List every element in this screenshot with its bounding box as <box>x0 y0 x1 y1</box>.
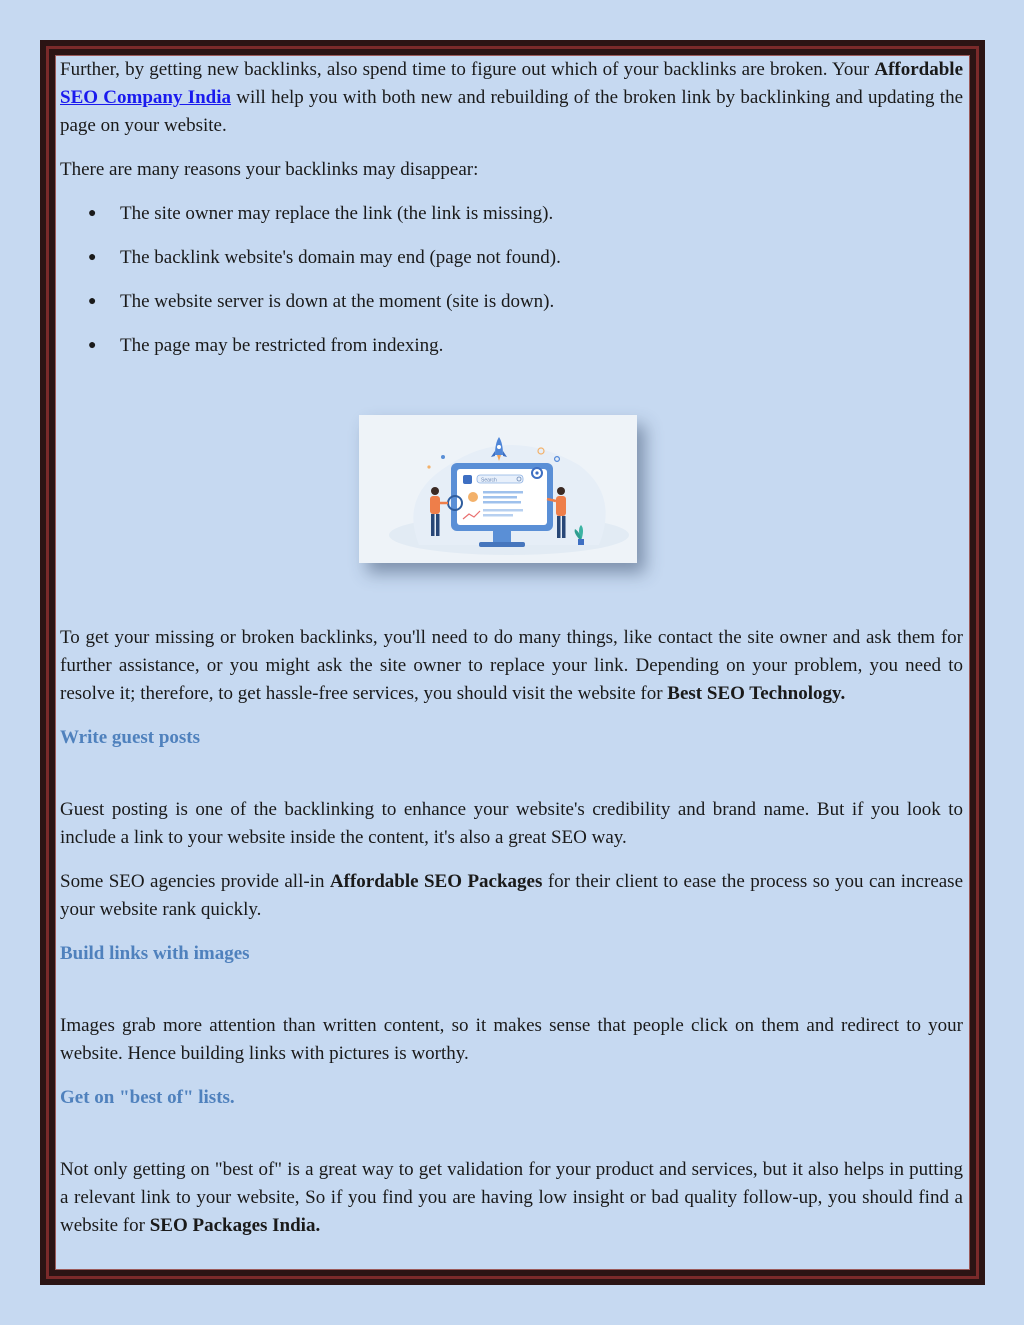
bullet-icon: ● <box>88 294 97 309</box>
heading-best-of-lists: Get on "best of" lists. <box>60 1087 235 1108</box>
seo-packages-india-bold: SEO Packages India. <box>149 1215 321 1236</box>
seo-illustration-svg <box>359 415 637 563</box>
best-of-paragraph <box>60 1156 963 1240</box>
document-body <box>60 56 963 1240</box>
seo-illustration <box>359 415 637 563</box>
heading-write-guest-posts: Write guest posts <box>60 727 201 748</box>
intro-bold-affordable: Affordable <box>874 59 964 80</box>
reasons-list <box>60 200 963 376</box>
heading-build-links-images: Build links with images <box>60 943 250 964</box>
missing-links-text: To get your missing or broken backlinks, you'll need to do many things, like contact the site owner and ask them for further assistance, or you might ask the site owner to replace your link. Depending on your problem, you need to resolve it; therefore, to get hassle-free services, you should visit the website for <box>60 627 963 704</box>
seo-agencies-paragraph <box>60 868 963 924</box>
intro-paragraph <box>60 56 963 140</box>
bullet-icon: ● <box>88 206 97 221</box>
reason-text: The page may be restricted from indexing. <box>120 335 444 356</box>
intro-text: Further, by getting new backlinks, also spend time to figure out which of your backlinks are broken. Your <box>60 59 870 80</box>
seo-agencies-text: Some SEO agencies provide all-in <box>60 871 325 892</box>
list-item <box>60 332 963 376</box>
list-item <box>60 200 963 244</box>
bullet-icon: ● <box>88 250 97 265</box>
reason-text: The website server is down at the moment (site is down). <box>120 291 555 312</box>
intro-text-after: will help you with both new and rebuilding of the broken link by backlinking and updating the page on your website. <box>60 87 964 136</box>
list-item <box>60 288 963 332</box>
missing-links-paragraph <box>60 624 963 708</box>
list-item <box>60 244 963 288</box>
affordable-seo-packages-bold: Affordable SEO Packages <box>329 871 543 892</box>
reason-text: The backlink website's domain may end (page not found). <box>120 247 561 268</box>
seo-agencies-text-after: for their client to ease the process so you can increase your website rank quickly. <box>60 871 964 920</box>
illustration-area <box>60 376 963 624</box>
images-paragraph: Images grab more attention than written content, so it makes sense that people click on them and redirect to your website. Hence building links with pictures is worthy. <box>60 1015 963 1064</box>
best-of-text: Not only getting on "best of" is a great way to get validation for your product and services, but it also helps in putting a relevant link to your website, So if you find you are having low insight or bad quality follow-up, you should find a website for <box>60 1159 963 1236</box>
reasons-intro: There are many reasons your backlinks may disappear: <box>60 159 479 180</box>
search-bar-label: Search <box>481 477 497 484</box>
best-seo-technology-bold: Best SEO Technology. <box>667 683 846 704</box>
seo-company-india-link[interactable]: SEO Company India <box>60 87 232 108</box>
reason-text: The site owner may replace the link (the link is missing). <box>120 203 554 224</box>
bullet-icon: ● <box>88 338 97 353</box>
guest-posting-paragraph: Guest posting is one of the backlinking to enhance your website's credibility and brand name. But if you look to include a link to your website inside the content, it's also a great SEO way. <box>60 799 963 848</box>
